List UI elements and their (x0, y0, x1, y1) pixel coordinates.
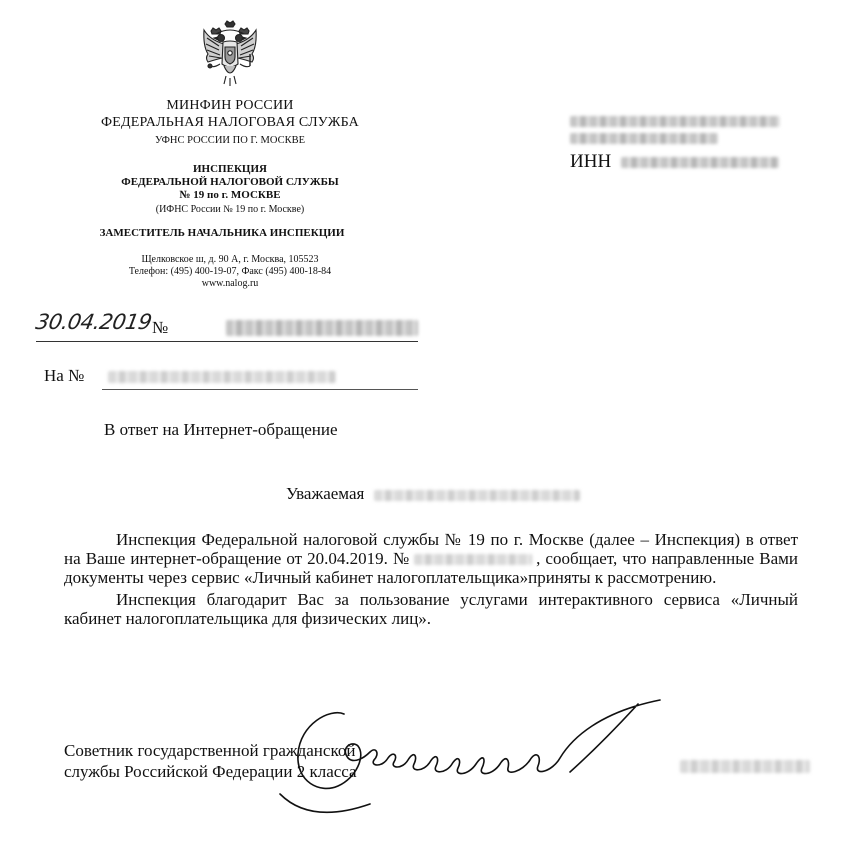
handwritten-date: 30.04.2019 (33, 310, 154, 334)
body-p1-part2: , сообщает, что направленные Вами документы через сервис «Личный кабинет налогоплательщика»приняты к рассмотрению. (64, 549, 798, 587)
inspection-short-name: (ИФНС России № 19 по г. Москве) (155, 204, 305, 215)
body-paragraph-2: Инспекция благодарит Вас за пользование услугами интерактивного сервиса «Личный кабинет налогоплательщика для физических лиц». (64, 590, 798, 628)
greeting-word: Уважаемая (286, 484, 365, 503)
inn-row (570, 150, 810, 174)
redacted-outgoing-number (226, 320, 418, 336)
date-underline (36, 341, 418, 342)
inn-label: ИНН (570, 151, 612, 172)
redacted-request-number (414, 554, 532, 565)
department-name: УФНС РОССИИ ПО Г. МОСКВЕ (154, 135, 306, 146)
redacted-recipient-name (570, 116, 780, 127)
redacted-signer-name (680, 760, 810, 773)
redacted-inn-value (621, 157, 779, 168)
inspection-line-3: № 19 по г. МОСКВЕ (179, 189, 281, 201)
body-paragraph-1 (64, 530, 798, 587)
address: Щелковское ш, д. 90 А, г. Москва, 105523 (141, 254, 319, 265)
inspection-line-1: ИНСПЕКЦИЯ (193, 163, 267, 175)
greeting (286, 484, 580, 504)
russian-coat-of-arms-icon (200, 20, 260, 88)
outgoing-date-row (33, 308, 418, 342)
phone-fax: Телефон: (495) 400-19-07, Факс (495) 400-18-84 (128, 266, 332, 277)
reference-label: На № (44, 366, 85, 385)
body-p1-part1: Инспекция Федеральной налоговой службы № 19 по г. Москве (далее – Инспекция) в ответ на Ваше интернет-обращение от 20.04.2019. № (64, 530, 798, 568)
letter-body (64, 530, 798, 628)
signatory-title-line-2: службы Российской Федерации 2 класса (64, 762, 357, 781)
ministry-name: МИНФИН РОССИИ (166, 98, 294, 113)
inspection-line-2: ФЕДЕРАЛЬНОЙ НАЛОГОВОЙ СЛУЖБЫ (121, 176, 339, 188)
reference-underline (102, 389, 418, 390)
deputy-title: ЗАМЕСТИТЕЛЬ НАЧАЛЬНИКА ИНСПЕКЦИИ (99, 227, 345, 239)
redacted-reference-number (108, 371, 336, 383)
service-name: ФЕДЕРАЛЬНАЯ НАЛОГОВАЯ СЛУЖБА (100, 115, 359, 130)
handwritten-signature (260, 694, 670, 824)
signatory-title-line-1: Советник государственной гражданской (64, 741, 356, 760)
reference-row (44, 364, 418, 390)
website: www.nalog.ru (201, 278, 259, 289)
recipient-block (570, 116, 810, 174)
redacted-addressee-name (374, 490, 580, 501)
redacted-recipient-address (570, 133, 718, 144)
letterhead (60, 20, 400, 290)
reply-subject: В ответ на Интернет-обращение (104, 420, 338, 439)
outgoing-number-label: № (152, 318, 169, 337)
